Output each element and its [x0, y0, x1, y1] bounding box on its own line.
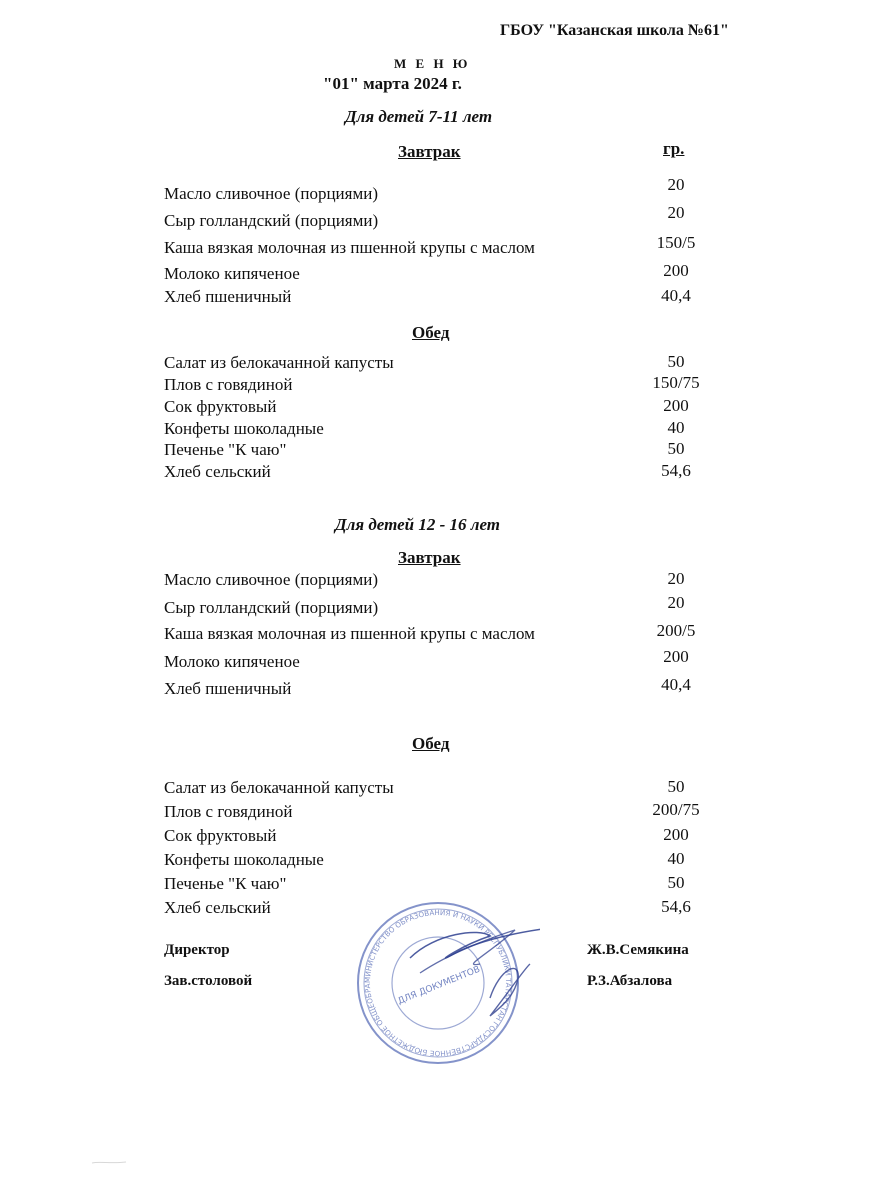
b2-item-2-name: Каша вязкая молочная из пшенной крупы с маслом [164, 624, 535, 643]
l2-item-2-qty: 200 [663, 825, 689, 844]
l1-item-1-name: Плов с говядиной [164, 375, 293, 394]
b2-item-3-name: Молоко кипяченое [164, 652, 300, 671]
b2-item-4-name: Хлеб пшеничный [164, 679, 292, 698]
l2-item-5-qty: 54,6 [661, 897, 691, 916]
official-stamp [340, 898, 540, 1068]
menu-heading: М Е Н Ю [394, 56, 471, 71]
b1-item-2-qty: 150/5 [656, 233, 696, 252]
l1-item-2-qty: 200 [663, 396, 689, 415]
school-name: ГБОУ "Казанская школа №61" [500, 22, 729, 39]
b1-item-2-name: Каша вязкая молочная из пшенной крупы с маслом [164, 238, 535, 257]
b2-item-0-name: Масло сливочное (порциями) [164, 570, 378, 589]
l1-item-5-name: Хлеб сельский [164, 462, 271, 481]
l1-item-4-name: Печенье "К чаю" [164, 440, 287, 459]
b2-item-0-qty: 20 [667, 569, 685, 588]
b1-item-4-qty: 40,4 [661, 286, 691, 305]
menu-date: "01" марта 2024 г. [323, 74, 462, 93]
l1-item-5-qty: 54,6 [661, 461, 691, 480]
l1-item-1-qty: 150/75 [652, 373, 700, 392]
l1-item-2-name: Сок фруктовый [164, 397, 277, 416]
l2-item-2-name: Сок фруктовый [164, 826, 277, 845]
director-name: Ж.В.Семякина [587, 942, 689, 958]
l1-item-0-name: Салат из белокачанной капусты [164, 353, 394, 372]
b2-item-1-qty: 20 [667, 593, 685, 612]
b1-item-4-name: Хлеб пшеничный [164, 287, 292, 306]
l2-item-0-qty: 50 [667, 777, 685, 796]
canteen-title: Зав.столовой [164, 973, 253, 989]
stamp-icon [340, 898, 540, 1068]
b2-item-1-name: Сыр голландский (порциями) [164, 598, 379, 617]
age-group-2-title: Для детей 12 - 16 лет [335, 515, 501, 534]
scan-speck [90, 1158, 130, 1166]
breakfast-2-title: Завтрак [398, 548, 461, 567]
l2-item-4-name: Печенье "К чаю" [164, 874, 287, 893]
b1-item-3-qty: 200 [663, 261, 689, 280]
stamp-center-text: ДЛЯ ДОКУМЕНТОВ [396, 964, 482, 1007]
b2-item-4-qty: 40,4 [661, 675, 691, 694]
b2-item-2-qty: 200/5 [656, 621, 696, 640]
l1-item-4-qty: 50 [667, 439, 685, 458]
unit-label: гр. [663, 139, 685, 158]
l1-item-3-qty: 40 [667, 418, 685, 437]
breakfast-1-title: Завтрак [398, 142, 461, 161]
l2-item-1-qty: 200/75 [652, 800, 700, 819]
lunch-1-title: Обед [412, 323, 450, 342]
b1-item-0-qty: 20 [667, 175, 685, 194]
b2-item-3-qty: 200 [663, 647, 689, 666]
l1-item-0-qty: 50 [667, 352, 685, 371]
b1-item-0-name: Масло сливочное (порциями) [164, 184, 378, 203]
age-group-1-title: Для детей 7-11 лет [345, 107, 493, 126]
svg-text:МИНИСТЕРСТВО ОБРАЗОВАНИЯ И НАУ [340, 898, 513, 1058]
l2-item-5-name: Хлеб сельский [164, 898, 271, 917]
l2-item-3-name: Конфеты шоколадные [164, 850, 324, 869]
b1-item-1-name: Сыр голландский (порциями) [164, 211, 379, 230]
l1-item-3-name: Конфеты шоколадные [164, 419, 324, 438]
l2-item-1-name: Плов с говядиной [164, 802, 293, 821]
b1-item-1-qty: 20 [667, 203, 685, 222]
l2-item-0-name: Салат из белокачанной капусты [164, 778, 394, 797]
lunch-2-title: Обед [412, 734, 450, 753]
b1-item-3-name: Молоко кипяченое [164, 264, 300, 283]
canteen-name: Р.З.Абзалова [587, 973, 673, 989]
stamp-ring-text: МИНИСТЕРСТВО ОБРАЗОВАНИЯ И НАУКИ РЕСПУБЛИКИ ТАТАРСТАН ГОСУДАРСТВЕННОЕ БЮДЖЕТНОЕ ОБЩЕОБРА [362, 907, 514, 1059]
l2-item-4-qty: 50 [667, 873, 685, 892]
l2-item-3-qty: 40 [667, 849, 685, 868]
director-title: Директор [164, 942, 230, 958]
